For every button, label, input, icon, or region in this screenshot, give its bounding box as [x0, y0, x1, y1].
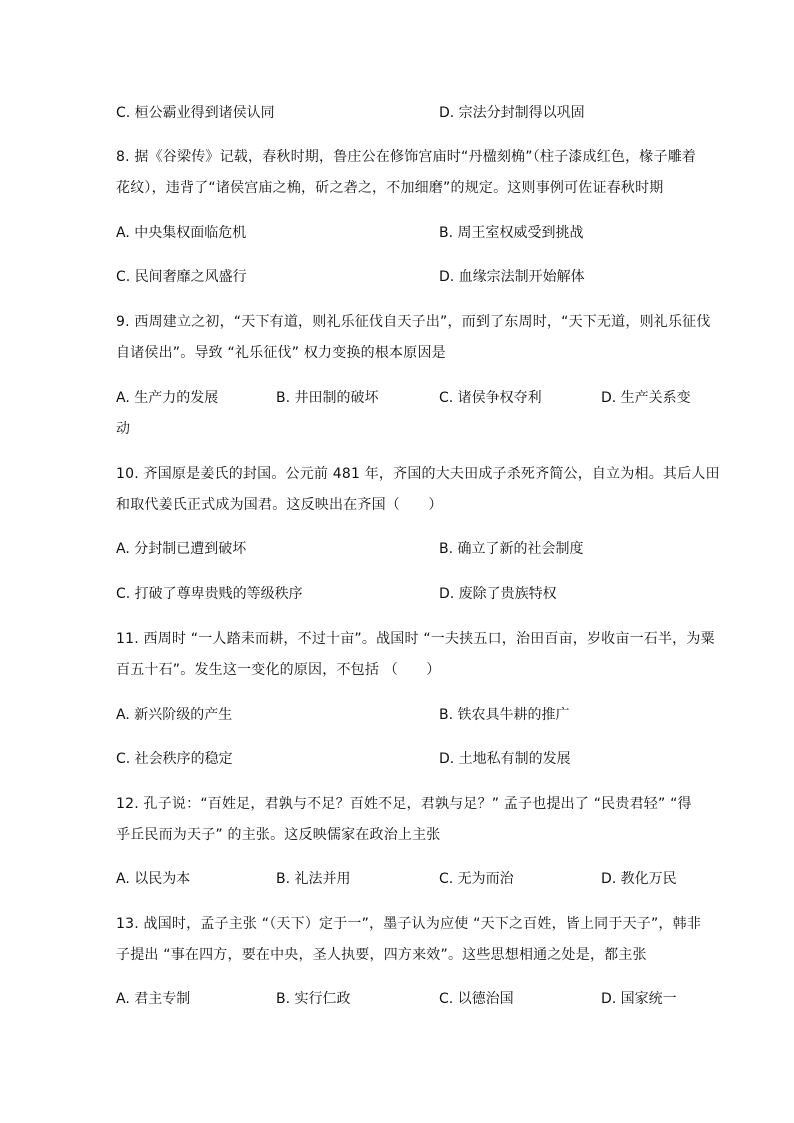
q7-option-c: C. 桓公霸业得到诸侯认同 — [116, 105, 275, 121]
q13-stem-line-2: 子提出 “事在四方，要在中央，圣人执要，四方来效”。这些思想相通之处是，都主张 — [116, 947, 647, 963]
q12-option-c: C. 无为而治 — [439, 871, 514, 887]
q10-option-a: A. 分封制已遭到破坏 — [116, 541, 247, 557]
q8-option-a: A. 中央集权面临危机 — [116, 225, 247, 241]
q11-option-a: A. 新兴阶级的产生 — [116, 707, 233, 723]
q9-option-d-wrap: 动 — [116, 421, 130, 437]
q13-option-d: D. 国家统一 — [601, 991, 677, 1007]
q13-option-a: A. 君主专制 — [116, 991, 191, 1007]
q8-stem-line-1: 8. 据《谷梁传》记载，春秋时期，鲁庄公在修饰宫庙时“丹楹刻桷”（柱子漆成红色，椽子雕着 — [116, 149, 697, 165]
q11-stem-line-1: 11. 西周时 “一人踏耒而耕，不过十亩”。战国时 “一夫挟五口，治田百亩，岁收亩一石半，为粟 — [116, 631, 715, 647]
q8-option-d: D. 血缘宗法制开始解体 — [439, 269, 585, 285]
q13-option-b: B. 实行仁政 — [276, 991, 351, 1007]
q9-option-b: B. 井田制的破坏 — [276, 390, 379, 406]
q10-option-b: B. 确立了新的社会制度 — [439, 541, 584, 557]
q9-option-a: A. 生产力的发展 — [116, 390, 219, 406]
q10-stem-line-2: 和取代姜氏正式成为国君。这反映出在齐国（ ） — [116, 497, 443, 513]
q12-option-b: B. 礼法并用 — [276, 871, 351, 887]
q12-stem-line-1: 12. 孔子说：“百姓足，君孰与不足？百姓不足，君孰与足？” 孟子也提出了 “民贵君轻” “得 — [116, 796, 692, 812]
q12-option-a: A. 以民为本 — [116, 871, 191, 887]
q9-option-c: C. 诸侯争权夺利 — [439, 390, 542, 406]
q8-option-c: C. 民间奢靡之风盛行 — [116, 269, 247, 285]
q9-stem-line-2: 自诸侯出”。导致 “礼乐征伐” 权力变换的根本原因是 — [116, 345, 446, 361]
q11-stem-line-2: 百五十石”。发生这一变化的原因，不包括 （ ） — [116, 662, 441, 678]
q12-stem-line-2: 乎丘民而为天子” 的主张。这反映儒家在政治上主张 — [116, 827, 441, 843]
q10-stem-line-1: 10. 齐国原是姜氏的封国。公元前 481 年，齐国的大夫田成子杀死齐简公，自立为相。其后人田 — [116, 466, 720, 482]
q9-option-d: D. 生产关系变 — [601, 390, 691, 406]
q8-option-b: B. 周王室权威受到挑战 — [439, 225, 584, 241]
q12-option-d: D. 教化万民 — [601, 871, 677, 887]
q8-stem-line-2: 花纹），违背了“诸侯宫庙之桷，斫之砻之，不加细磨”的规定。这则事例可佐证春秋时期 — [116, 180, 664, 196]
q10-option-c: C. 打破了尊卑贵贱的等级秩序 — [116, 586, 303, 602]
q11-option-d: D. 土地私有制的发展 — [439, 751, 571, 767]
q11-option-b: B. 铁农具牛耕的推广 — [439, 707, 570, 723]
q7-option-d: D. 宗法分封制得以巩固 — [439, 105, 585, 121]
q11-option-c: C. 社会秩序的稳定 — [116, 751, 233, 767]
q9-stem-line-1: 9. 西周建立之初，“天下有道，则礼乐征伐自天子出”，而到了东周时，“天下无道，则礼乐征伐 — [116, 314, 711, 330]
q13-stem-line-1: 13. 战国时，孟子主张 “（天下）定于一”，墨子认为应使 “天下之百姓，皆上同于天子”，韩非 — [116, 916, 702, 932]
q10-option-d: D. 废除了贵族特权 — [439, 586, 557, 602]
q13-option-c: C. 以德治国 — [439, 991, 514, 1007]
